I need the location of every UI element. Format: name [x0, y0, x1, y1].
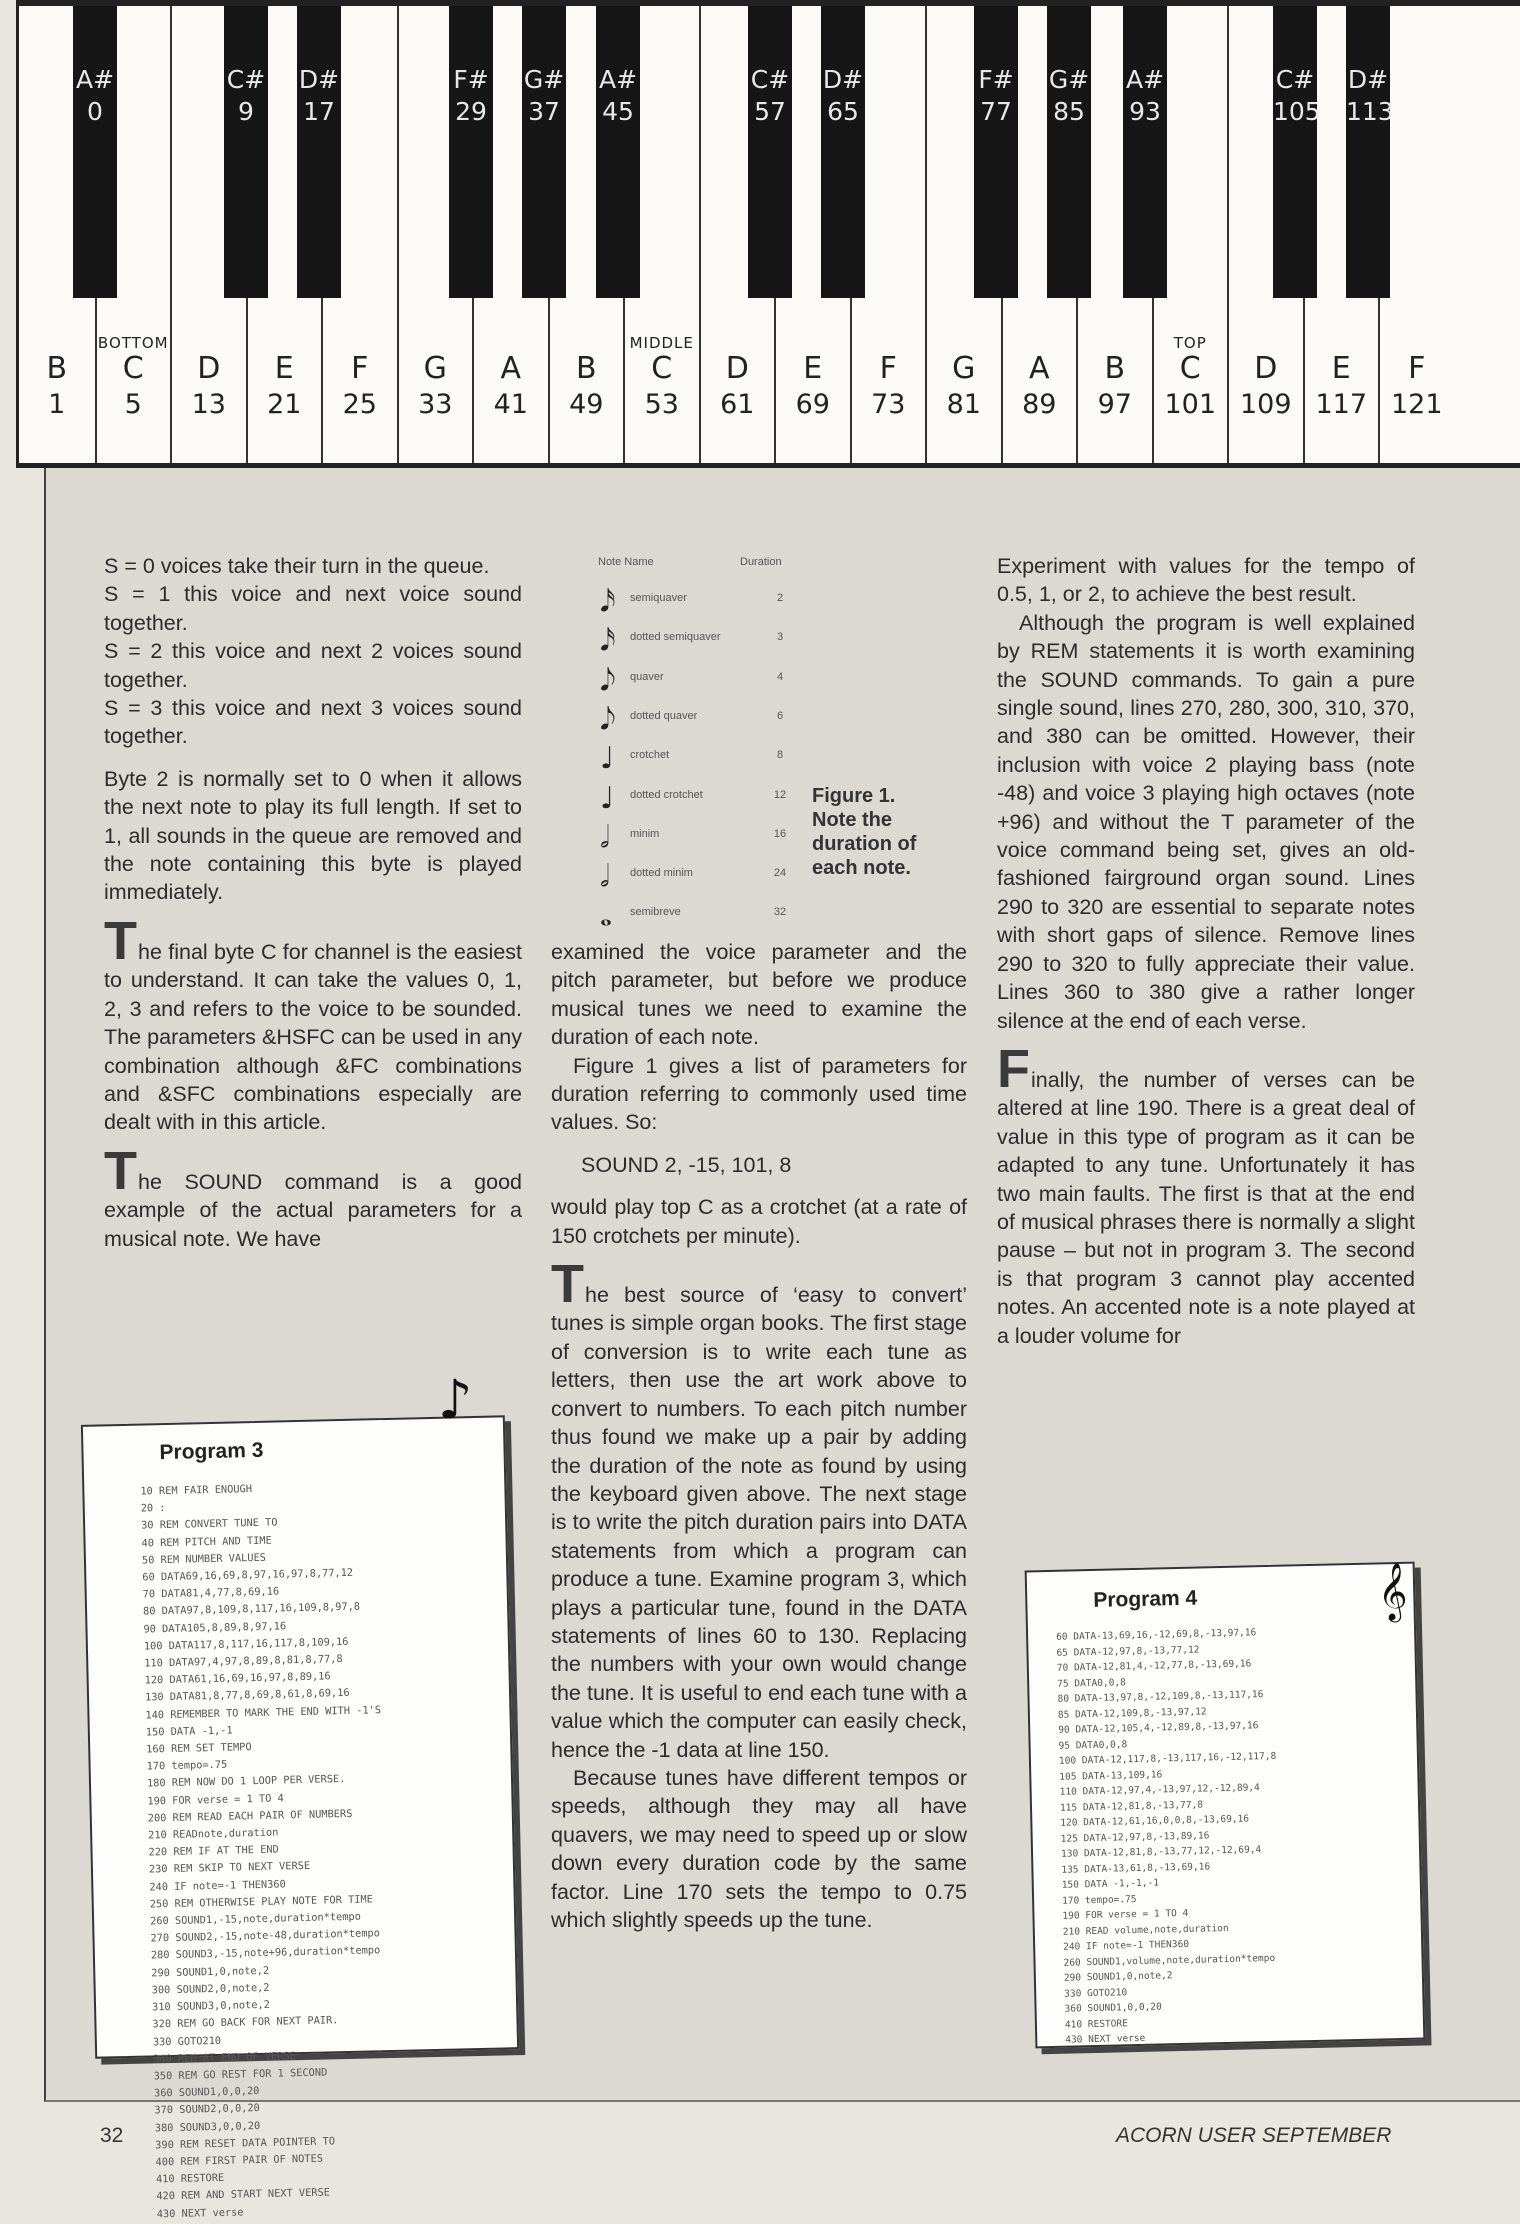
code-line: 430 NEXT verse: [1065, 2032, 1146, 2046]
key-note: D#: [298, 65, 340, 94]
code-line: 135 DATA-13,61,8,-13,69,16: [1061, 1860, 1211, 1876]
key-note: D: [197, 351, 221, 386]
code-line: 220 REM IF AT THE END: [148, 1843, 279, 1859]
black-key-label: [73, 64, 117, 128]
key-pitch-number: 45: [602, 97, 634, 126]
note-duration: 12: [773, 788, 787, 801]
sound-example: SOUND 2, -15, 101, 8: [581, 1152, 792, 1177]
note-duration: 3: [776, 631, 784, 644]
code-line: 80 DATA97,8,109,8,117,16,109,8,97,8: [142, 1601, 361, 1618]
program-4-title: Program 4: [1093, 1586, 1198, 1612]
key-pitch-number: 49: [569, 389, 604, 420]
note-duration: 6: [776, 709, 784, 722]
key-note: F#: [453, 65, 489, 94]
note-symbol-icon: 𝅗𝅥: [600, 819, 610, 855]
col3-paragraph-2: Although the program is well explained by REM statements it is worth examining the SOUND commands. To gain a pure single sound, lines 270, 280, 300, 310, 370, and 380 can be omitted. However, their inclusion with voice 2 playing bass (note -48) and voice 3 playing high octaves (note +96) and without the T parameter of the voice command being set, gives an old-fashioned fairground organ sound. Lines 290 to 320 are essential to separate notes with short gaps of silence. Remove lines 290 to 320 to fully appreciate their value. Lines 360 to 380 give a rather longer silence at the end of each verse.: [997, 610, 1415, 1033]
key-note: G#: [1048, 65, 1090, 94]
black-key-label: [522, 64, 566, 128]
key-note: D: [1254, 351, 1278, 386]
code-line: 100 DATA117,8,117,16,117,8,109,16: [143, 1635, 349, 1653]
s3-text: S = 3 this voice and next 3 voices sound together.: [104, 696, 522, 749]
black-key-label: [1123, 64, 1167, 128]
s2-text: S = 2 this voice and next 2 voices sound together.: [104, 639, 522, 692]
code-line: 320 REM GO BACK FOR NEXT PAIR.: [152, 2014, 339, 2031]
code-line: 270 SOUND2,-15,note-48,duration*tempo: [150, 1927, 380, 1945]
key-note: B: [46, 351, 68, 386]
s0-text: S = 0 voices take their turn in the queue.: [104, 554, 490, 578]
code-line: 330 GOTO210: [1064, 1986, 1128, 2000]
figure-row: [590, 696, 820, 737]
code-line: 200 REM READ EACH PAIR OF NUMBERS: [147, 1807, 353, 1825]
key-note: A#: [75, 65, 115, 94]
code-line: 260 SOUND1,volume,note,duration*tempo: [1063, 1952, 1276, 1969]
code-line: 95 DATA0,0,8: [1058, 1738, 1128, 1752]
key-pitch-number: 69: [795, 389, 830, 420]
black-key: [821, 6, 865, 298]
code-line: 150 DATA -1,-1: [145, 1724, 233, 1739]
program-3-title: Program 3: [159, 1438, 264, 1465]
key-pitch-number: 21: [267, 389, 302, 420]
note-name: dotted quaver: [630, 709, 698, 722]
key-note: C#: [750, 65, 790, 94]
key-pitch-number: 0: [87, 97, 103, 126]
figure-header-name: Note Name: [598, 556, 654, 568]
key-note: G: [423, 351, 447, 386]
black-key: [1123, 6, 1167, 298]
channel-paragraph-text: he final byte C for channel is the easiest to understand. It can take the values 0, 1, 2, 3 and refers to the voice to be sounded. The parameters &HSFC can be used in any combination although &FC combinations and &SFC combinations especially are dealt with in this article.: [104, 939, 522, 1135]
drop-cap: T: [104, 1140, 137, 1201]
code-line: 125 DATA-12,97,8,-13,89,16: [1060, 1829, 1210, 1845]
code-line: 360 SOUND1,0,0,20: [1064, 2001, 1162, 2015]
note-symbol-icon: 𝅘𝅥𝅯: [600, 623, 616, 659]
key-pitch-number: 121: [1390, 389, 1443, 420]
code-line: 90 DATA-12,105,4,-12,89,8,-13,97,16: [1058, 1720, 1259, 1736]
code-line: 130 DATA81,8,77,8,69,8,61,8,69,16: [144, 1687, 350, 1704]
code-line: 430 NEXT verse: [156, 2205, 244, 2220]
code-line: 390 REM RESET DATA POINTER TO: [155, 2135, 336, 2152]
code-line: 290 SOUND1,0,note,2: [151, 1964, 270, 1980]
key-pitch-number: 113: [1346, 97, 1394, 126]
code-line: 115 DATA-12,81,8,-13,77,8: [1059, 1799, 1204, 1814]
code-line: 105 DATA-13,109,16: [1059, 1768, 1163, 1783]
key-note: F#: [978, 65, 1014, 94]
black-key: [224, 6, 268, 298]
key-tag: MIDDLE: [629, 334, 694, 352]
col3-paragraph-3-text: inally, the number of verses can be altered at line 190. There is a great deal of value in this type of program as it can be adapted to any tune. Unfortunately it has two main faults. The first is that at the end of musical phrases there is normally a slight pause – but not in program 3. The second is that program 3 cannot play accented notes. An accented note is a note played at a louder volume for: [997, 1067, 1415, 1348]
program-3-code: [140, 1478, 392, 2223]
black-key: [596, 6, 640, 298]
figure-caption: Figure 1. Note the duration of each note.: [812, 785, 917, 879]
code-line: 170 tempo=.75: [1062, 1893, 1137, 1907]
black-key-label: [1047, 64, 1091, 128]
key-pitch-number: 93: [1129, 97, 1161, 126]
col2-paragraph-3: would play top C as a crotchet (at a rate of 150 crotchets per minute).: [551, 1195, 967, 1248]
key-pitch-number: 17: [303, 97, 335, 126]
code-line: 330 GOTO210: [152, 2034, 222, 2048]
key-note: C#: [226, 65, 266, 94]
code-line: 300 SOUND2,0,note,2: [151, 1981, 270, 1997]
code-line: 100 DATA-12,117,8,-13,117,16,-12,117,8: [1058, 1750, 1277, 1767]
figure-row: [590, 814, 820, 855]
black-key: [449, 6, 493, 298]
code-line: 60 DATA69,16,69,8,97,16,97,8,77,12: [142, 1566, 354, 1584]
black-key: [73, 6, 117, 298]
note-symbol-icon: 𝅗𝅥: [600, 859, 610, 895]
key-pitch-number: 53: [644, 389, 679, 420]
key-note: E: [274, 351, 294, 386]
note-duration: 8: [776, 749, 784, 762]
drop-cap: T: [104, 910, 137, 971]
code-line: 160 REM SET TEMPO: [146, 1741, 252, 1756]
code-line: 60 DATA-13,69,16,-12,69,8,-13,97,16: [1056, 1627, 1257, 1643]
code-line: 65 DATA-12,97,8,-13,77,12: [1056, 1644, 1200, 1659]
treble-clef-icon: 𝄞: [1378, 1562, 1408, 1620]
code-line: 280 SOUND3,-15,note+96,duration*tempo: [150, 1944, 381, 1962]
note-symbol-icon: 𝅘𝅥𝅮: [600, 701, 616, 737]
key-pitch-number: 61: [720, 389, 755, 420]
key-pitch-number: 85: [1053, 97, 1085, 126]
key-note: E: [803, 351, 823, 386]
key-pitch-number: 77: [980, 97, 1012, 126]
note-duration: 32: [773, 906, 787, 919]
key-pitch-number: 33: [418, 389, 453, 420]
code-line: 120 DATA-12,61,16,0,0,8,-13,69,16: [1060, 1813, 1250, 1829]
key-pitch-number: 109: [1239, 389, 1292, 420]
key-note: B: [575, 351, 597, 386]
col2-paragraph-2: Figure 1 gives a list of parameters for duration referring to commonly used time values. So:: [551, 1053, 967, 1135]
code-line: 20 :: [140, 1502, 166, 1515]
black-key: [522, 6, 566, 298]
figure-row: [590, 892, 820, 934]
key-note: C: [122, 351, 144, 386]
code-line: 85 DATA-12,109,8,-13,97,12: [1057, 1705, 1207, 1721]
black-key-label: [297, 64, 341, 128]
note-name: quaver: [630, 670, 664, 683]
code-line: 140 REMEMBER TO MARK THE END WITH -1'S: [145, 1703, 382, 1722]
key-pitch-number: 37: [528, 97, 560, 126]
black-key: [1273, 6, 1321, 298]
code-line: 370 SOUND2,0,0,20: [154, 2102, 260, 2117]
key-note: B: [1104, 351, 1126, 386]
code-line: 150 DATA -1,-1,-1: [1061, 1877, 1160, 1891]
key-note: G#: [523, 65, 565, 94]
key-note: F: [879, 351, 897, 386]
key-note: C: [1179, 351, 1201, 386]
note-symbol-icon: ♩: [600, 780, 615, 816]
note-name: semiquaver: [630, 592, 687, 604]
col2-paragraph-4: [551, 1254, 967, 1764]
key-pitch-number: 117: [1315, 389, 1368, 420]
code-line: 400 REM FIRST PAIR OF NOTES: [155, 2152, 324, 2169]
key-pitch-number: 1: [48, 389, 66, 420]
sound-paragraph: [104, 1140, 522, 1253]
code-line: 240 IF note=-1 THEN360: [149, 1878, 286, 1894]
drop-cap: F: [997, 1038, 1030, 1099]
code-line: 130 DATA-12,81,8,-13,77,12,-12,69,4: [1060, 1844, 1262, 1860]
key-note: D#: [1347, 65, 1389, 94]
magazine-name: ACORN USER SEPTEMBER: [1116, 2124, 1392, 2147]
code-line: 70 DATA-12,81,4,-12,77,8,-13,69,16: [1056, 1658, 1252, 1674]
note-name: dotted minim: [630, 867, 693, 880]
note-symbol-icon: 𝅝: [600, 898, 612, 934]
code-line: 260 SOUND1,-15,note,duration*tempo: [150, 1910, 362, 1928]
note-name: crotchet: [630, 749, 670, 762]
black-key-label: [974, 64, 1018, 128]
note-symbol-icon: 𝅘𝅥𝅯: [600, 584, 616, 619]
code-line: 120 DATA61,16,69,16,97,8,89,16: [144, 1670, 331, 1687]
black-key: [748, 6, 792, 298]
code-line: 70 DATA81,4,77,8,69,16: [142, 1585, 280, 1601]
keyboard-diagram: [16, 0, 1520, 468]
note-duration: 2: [776, 592, 784, 604]
col2-paragraph-1: examined the voice parameter and the pitch parameter, but before we produce musical tunes we need to examine the duration of each note.: [551, 940, 967, 1050]
code-line: 290 SOUND1,0,note,2: [1063, 1970, 1173, 1984]
page-number: 32: [100, 2124, 124, 2147]
black-key-label: [596, 64, 640, 128]
figure-row: [590, 735, 820, 777]
key-note: F: [351, 351, 369, 386]
key-pitch-number: 9: [238, 97, 254, 126]
figure-1-note-durations: [590, 552, 1010, 932]
code-line: 310 SOUND3,0,note,2: [151, 1998, 271, 2014]
code-line: 350 REM GO REST FOR 1 SECOND: [153, 2066, 328, 2083]
key-pitch-number: 13: [191, 389, 226, 420]
key-note: C#: [1275, 65, 1315, 94]
code-line: 170 tempo=.75: [146, 1758, 228, 1773]
code-line: 190 FOR verse = 1 TO 4: [147, 1792, 284, 1808]
code-line: 340 REM AT END OF VERSE: [153, 2049, 296, 2066]
channel-paragraph: [104, 910, 522, 1137]
note-symbol-icon: 𝅘𝅥𝅮: [600, 662, 616, 698]
code-line: 210 READnote,duration: [148, 1826, 279, 1842]
drop-cap: T: [551, 1254, 584, 1315]
key-pitch-number: 65: [827, 97, 859, 126]
code-line: 250 REM OTHERWISE PLAY NOTE FOR TIME: [149, 1893, 374, 1911]
note-name: dotted crotchet: [630, 788, 703, 801]
note-name: dotted semiquaver: [630, 631, 721, 644]
code-line: 50 REM NUMBER VALUES: [141, 1551, 267, 1567]
key-tag: BOTTOM: [97, 334, 169, 352]
key-pitch-number: 81: [946, 389, 981, 420]
black-key: [1047, 6, 1091, 298]
key-note: C: [651, 351, 673, 386]
figure-row: [590, 578, 820, 619]
code-line: 230 REM SKIP TO NEXT VERSE: [148, 1860, 311, 1876]
black-key: [297, 6, 341, 298]
key-note: A#: [1125, 65, 1165, 94]
code-line: 420 REM AND START NEXT VERSE: [156, 2186, 331, 2203]
code-line: 410 RESTORE: [155, 2171, 225, 2186]
code-line: 180 REM NOW DO 1 LOOP PER VERSE.: [146, 1773, 346, 1790]
note-name: minim: [630, 827, 660, 840]
key-pitch-number: 5: [124, 389, 142, 420]
code-line: 110 DATA97,4,97,8,89,8,81,8,77,8: [144, 1653, 343, 1670]
black-key-label: [224, 64, 268, 128]
key-note: D: [725, 351, 749, 386]
code-line: 240 IF note=-1 THEN360: [1063, 1938, 1190, 1953]
key-pitch-number: 73: [871, 389, 906, 420]
code-line: 190 FOR verse = 1 TO 4: [1062, 1907, 1189, 1922]
code-line: 75 DATA0,0,8: [1057, 1676, 1126, 1690]
code-line: 410 RESTORE: [1064, 2017, 1128, 2031]
black-key-label: [748, 64, 792, 128]
code-line: 210 READ volume,note,duration: [1062, 1922, 1229, 1938]
s1-text: S = 1 this voice and next voice sound together.: [104, 582, 522, 635]
note-duration: 4: [776, 670, 784, 683]
key-note: G: [952, 351, 976, 386]
figure-row: [590, 657, 820, 698]
key-note: F: [1408, 351, 1426, 386]
key-note: A: [1028, 351, 1050, 386]
col2-paragraph-5: Because tunes have different tempos or speeds, although they may all have quavers, we may need to speed up or slow down every duration code by the same factor. Line 170 sets the tempo to 0.75 which slightly speeds up the tune.: [551, 1765, 967, 1932]
black-key-label: [449, 64, 493, 128]
key-note: D#: [822, 65, 864, 94]
code-line: 380 SOUND3,0,0,20: [154, 2119, 261, 2134]
note-duration: 16: [773, 827, 787, 840]
key-note: A#: [598, 65, 638, 94]
program-3-listing: [81, 1415, 519, 2220]
black-key-label: [1346, 64, 1394, 128]
column-1: [104, 552, 522, 1253]
key-pitch-number: 89: [1022, 389, 1057, 420]
key-pitch-number: 97: [1097, 389, 1132, 420]
note-duration: 24: [773, 867, 787, 880]
column-2: [551, 938, 967, 1934]
program-4-code: [1056, 1625, 1283, 2048]
figure-row: [590, 853, 820, 895]
note-name: semibreve: [630, 906, 681, 919]
code-line: 80 DATA-13,97,8,-12,109,8,-13,117,16: [1057, 1689, 1264, 1705]
key-pitch-number: 41: [493, 389, 528, 420]
black-key: [974, 6, 1018, 298]
program-4-listing: [1025, 1562, 1426, 2049]
quaver-note-icon: ♪: [438, 1368, 473, 1431]
code-line: 40 REM PITCH AND TIME: [141, 1534, 272, 1550]
code-line: 30 REM CONVERT TUNE TO: [141, 1516, 278, 1532]
figure-row: [590, 617, 820, 659]
figure-row: [590, 775, 820, 816]
figure-header-duration: Duration: [740, 556, 782, 568]
black-key-label: [1273, 64, 1321, 128]
key-pitch-number: 29: [455, 97, 487, 126]
sound-paragraph-text: he SOUND command is a good example of the actual parameters for a musical note. We have: [104, 1169, 522, 1251]
code-line: 90 DATA105,8,89,8,97,16: [143, 1619, 287, 1636]
column-3: [997, 552, 1415, 1350]
key-note: A: [500, 351, 522, 386]
col3-paragraph-3: [997, 1038, 1415, 1350]
key-note: E: [1331, 351, 1351, 386]
note-symbol-icon: ♩: [600, 741, 615, 777]
black-key: [1346, 6, 1394, 298]
black-key-label: [821, 64, 865, 128]
key-pitch-number: 25: [342, 389, 377, 420]
col2-paragraph-4-text: he best source of ‘easy to convert’ tunes is simple organ books. The first stage of conversion is to write each tune as letters, then use the art work above to convert to numbers. To each pitch number thus found we make up a pair by adding the duration of the note as found by using the keyboard given above. The next stage is to write the pitch duration pairs into DATA statements from which a program can produce a tune. Examine program 3, which plays a particular tune, found in the DATA statements of lines 60 to 130. Replacing the numbers with your own would change the tune. It is useful to end each tune with a value which the computer can easily check, hence the -1 data at line 150.: [551, 1283, 967, 1762]
col3-paragraph-1: Experiment with values for the tempo of 0.5, 1, or 2, to achieve the best result.: [997, 554, 1415, 607]
byte2-paragraph: Byte 2 is normally set to 0 when it allows the next note to play its full length. If set to 1, all sounds in the queue are removed and the note containing this byte is played immediately.: [104, 766, 522, 905]
key-pitch-number: 105: [1273, 97, 1321, 126]
code-line: 360 SOUND1,0,0,20: [153, 2085, 260, 2100]
key-pitch-number: 57: [754, 97, 786, 126]
code-line: 10 REM FAIR ENOUGH: [140, 1483, 253, 1498]
key-tag: TOP: [1173, 334, 1207, 352]
code-line: 110 DATA-12,97,4,-13,97,12,-12,89,4: [1059, 1782, 1260, 1798]
key-pitch-number: 101: [1164, 389, 1217, 420]
